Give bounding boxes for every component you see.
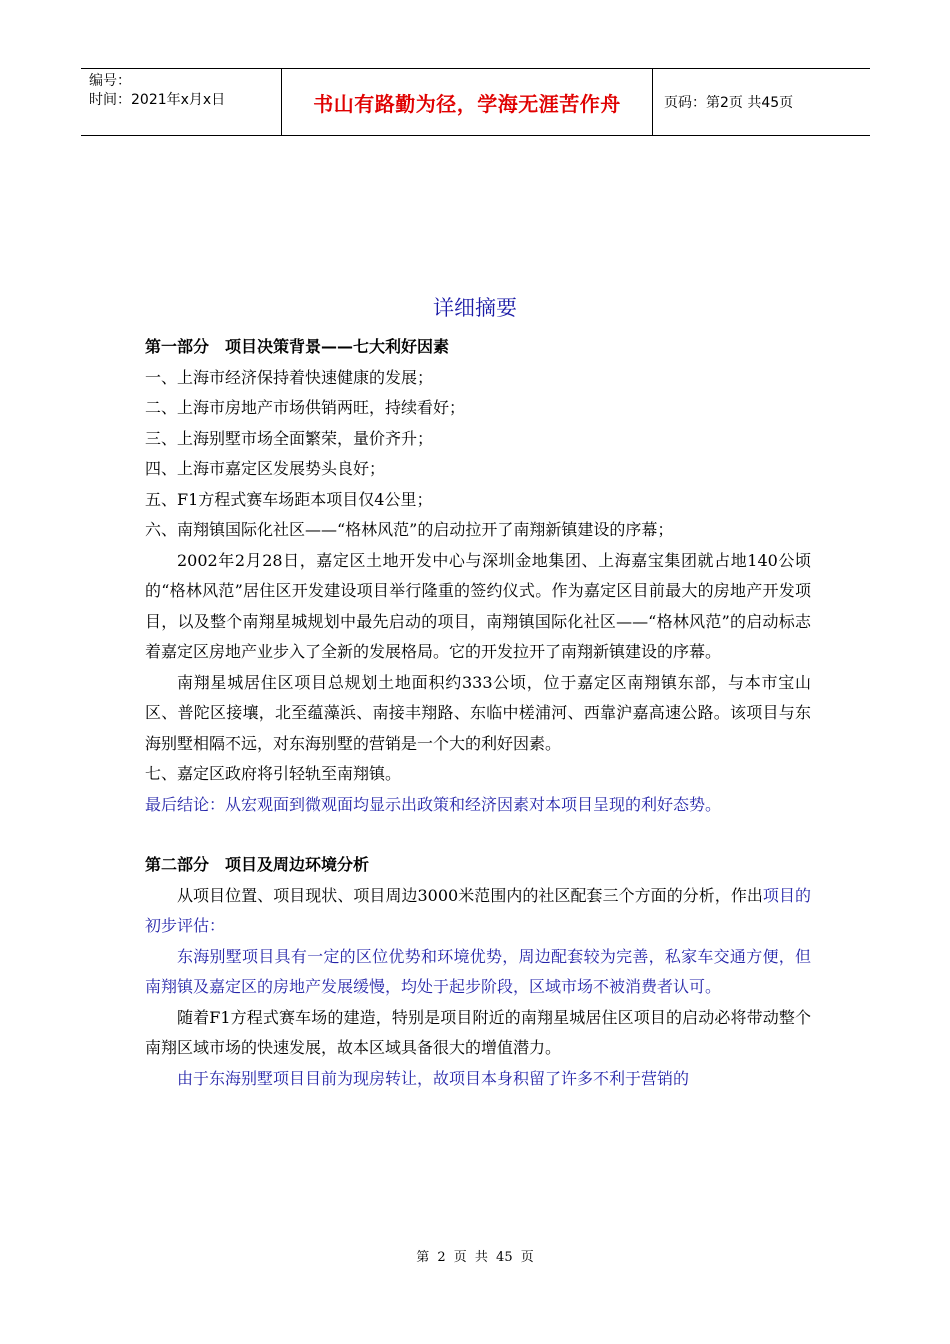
- list-item: 四、上海市嘉定区发展势头良好；: [145, 459, 386, 478]
- paragraph: [145, 881, 811, 942]
- paragraph: 随着F1方程式赛车场的建造，特别是项目附近的南翔星城居住区项目的启动必将带动整个南翔区域市场的快速发展，故本区域具备很大的增值潜力。: [145, 1007, 811, 1057]
- number-label: 编号：: [89, 73, 131, 89]
- paragraph: 东海别墅项目具有一定的区位优势和环境优势，周边配套较为完善，私家车交通方便，但南翔镇及嘉定区的房地产发展缓慢，均处于起步阶段，区域市场不被消费者认可。: [145, 946, 811, 996]
- section1-heading: 第一部分 项目决策背景——七大利好因素: [145, 337, 450, 356]
- motto-text: 书山有路勤为径，学海无涯苦作舟: [313, 91, 621, 116]
- paragraph: 由于东海别墅项目目前为现房转让，故项目本身积留了许多不利于营销的: [177, 1068, 690, 1088]
- paragraph: 2002年2月28日，嘉定区土地开发中心与深圳金地集团、上海嘉宝集团就占地140公顷的“格林风范”居住区开发建设项目举行隆重的签约仪式。作为嘉定区目前最大的房地产开发项目，以及整个南翔星城规划中最先启动的项目，南翔镇国际化社区——“格林风范”的启动标志着嘉定区房地产业步入了全新的发展格局。它的开发拉开了南翔新镇建设的序幕。: [145, 550, 811, 661]
- document-body: [145, 332, 811, 1094]
- section2-heading: 第二部分 项目及周边环境分析: [145, 855, 370, 874]
- section-gap: [145, 820, 811, 850]
- header-table: [81, 68, 870, 136]
- list-item: 五、F1方程式赛车场距本项目仅4公里；: [145, 489, 433, 509]
- intro-text: 从项目位置、项目现状、项目周边3000米范围内的社区配套三个方面的分析，作出: [177, 885, 763, 905]
- header-left-cell: [81, 69, 282, 135]
- header-page-cell: [653, 69, 870, 135]
- list-item: 七、嘉定区政府将引轻轨至南翔镇。: [145, 764, 402, 783]
- conclusion-paragraph: 最后结论：从宏观面到微观面均显示出政策和经济因素对本项目呈现的利好态势。: [145, 794, 722, 814]
- list-item: 六、南翔镇国际化社区——“格林风范”的启动拉开了南翔新镇建设的序幕；: [145, 520, 674, 539]
- list-item: 一、上海市经济保持着快速健康的发展；: [145, 367, 434, 387]
- header-motto-cell: [282, 69, 653, 135]
- page-title: 详细摘要: [433, 296, 517, 320]
- paragraph: 南翔星城居住区项目总规划土地面积约333公顷，位于嘉定区南翔镇东部，与本市宝山区、普陀区接壤，北至蕴藻浜、南接丰翔路、东临中槎浦河、西靠沪嘉高速公路。该项目与东海别墅相隔不远，对东海别墅的营销是一个大的利好因素。: [145, 672, 811, 753]
- page-footer: 第 2 页 共 45 页: [416, 1250, 534, 1265]
- page-code: 页码：第2页 共45页: [664, 95, 794, 111]
- time-label: 时间：2021年x月x日: [89, 92, 226, 108]
- intro-highlight: 项目的初步评估：: [145, 885, 811, 935]
- list-item: 二、上海市房地产市场供销两旺，持续看好；: [145, 398, 466, 417]
- list-item: 三、上海别墅市场全面繁荣，量价齐升；: [145, 428, 434, 448]
